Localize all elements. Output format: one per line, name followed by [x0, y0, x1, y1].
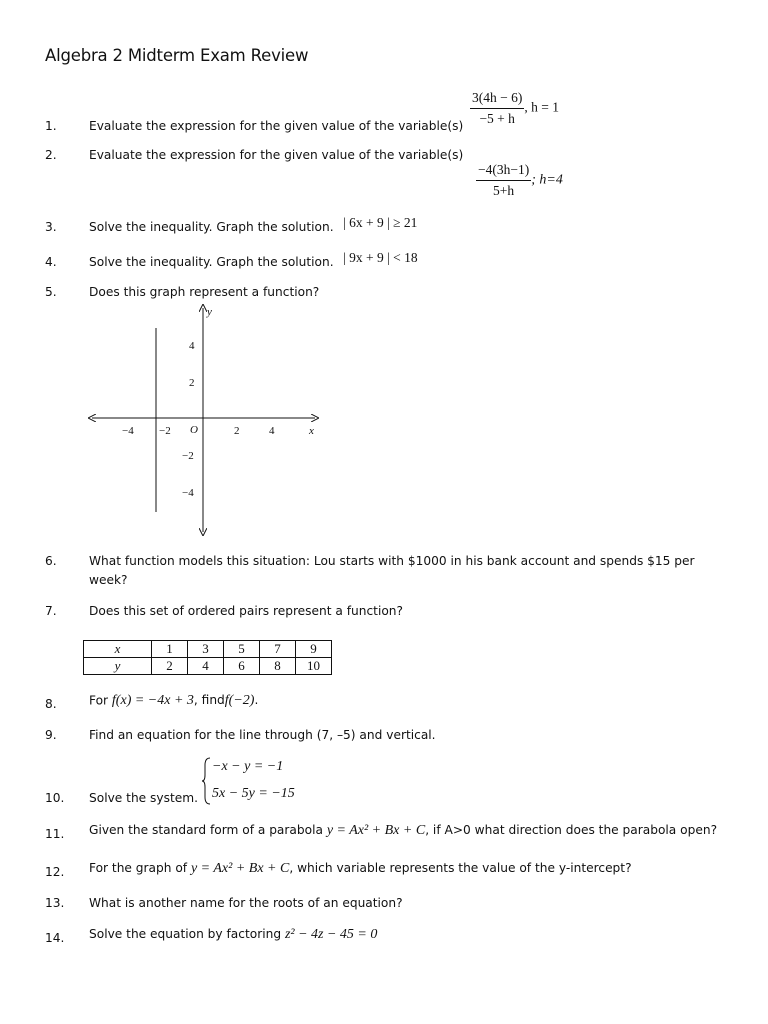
q1-condition: , h = 1 — [524, 99, 559, 115]
table-header-y: y — [84, 658, 152, 675]
table-cell: 8 — [260, 658, 296, 675]
question-9-text: Find an equation for the line through (7, –5) and vertical. — [89, 728, 436, 742]
x-tick-label: −4 — [122, 425, 134, 437]
question-11-line — [89, 823, 717, 839]
x-axis-label: x — [309, 425, 314, 437]
ordered-pairs-table — [83, 640, 332, 675]
question-12-line — [89, 861, 632, 877]
table-cell: 2 — [152, 658, 188, 675]
question-11-text: Given the standard form of a parabola — [89, 823, 323, 837]
question-2-text: Evaluate the expression for the given value of the variable(s) — [89, 148, 464, 162]
page-title: Algebra 2 Midterm Exam Review — [45, 46, 309, 65]
question-8-number: 8. — [45, 697, 57, 711]
table-header-x: x — [84, 641, 152, 658]
question-3-number: 3. — [45, 220, 57, 234]
question-1-text: Evaluate the expression for the given value of the variable(s) — [89, 119, 464, 133]
question-6-number: 6. — [45, 554, 57, 568]
question-12-number: 12. — [45, 865, 65, 879]
system-brace — [202, 757, 212, 805]
q11-parabola-form: y = Ax² + Bx + C — [326, 823, 426, 838]
question-8-text-end: . — [254, 693, 259, 707]
question-9-number: 9. — [45, 728, 57, 742]
question-5-number: 5. — [45, 285, 57, 299]
question-1-number: 1. — [45, 119, 57, 133]
question-13-text: What is another name for the roots of an equation? — [89, 896, 403, 910]
question-2-expression — [476, 162, 563, 199]
system-equation-2: 5x − 5y = −15 — [212, 786, 295, 801]
question-5-text: Does this graph represent a function? — [89, 285, 320, 299]
q1-denominator: −5 + h — [479, 111, 515, 126]
table-row — [84, 641, 332, 658]
q14-equation: z² − 4z − 45 = 0 — [284, 927, 378, 942]
q2-condition: ; h=4 — [531, 172, 563, 188]
question-14-text: Solve the equation by factoring — [89, 927, 282, 941]
question-1-expression — [470, 90, 559, 127]
table-cell: 9 — [296, 641, 332, 658]
question-13-number: 13. — [45, 896, 65, 910]
question-12-text-end: , which variable represents the value of the y-intercept? — [289, 861, 632, 875]
y-tick-label: 4 — [189, 340, 195, 352]
y-tick-label: −2 — [182, 450, 194, 462]
x-tick-label: 4 — [269, 425, 275, 437]
question-12-text: For the graph of — [89, 861, 188, 875]
y-tick-label: −4 — [182, 487, 194, 499]
question-7-text: Does this set of ordered pairs represent a function? — [89, 604, 403, 618]
question-11-text-end: , if A>0 what direction does the parabola open? — [425, 823, 718, 837]
q8-evaluate: f(−2) — [224, 693, 255, 708]
y-tick-label: 2 — [189, 377, 195, 389]
table-cell: 10 — [296, 658, 332, 675]
question-7-number: 7. — [45, 604, 57, 618]
table-cell: 3 — [188, 641, 224, 658]
question-11-number: 11. — [45, 827, 65, 841]
table-cell: 4 — [188, 658, 224, 675]
q8-function: f(x) = −4x + 3 — [111, 693, 194, 708]
table-cell: 5 — [224, 641, 260, 658]
question-6-text: What function models this situation: Lou starts with $1000 in his bank account and spends $15 per — [89, 554, 695, 568]
question-4-text: Solve the inequality. Graph the solution. — [89, 255, 334, 269]
question-14-number: 14. — [45, 931, 65, 945]
question-4-number: 4. — [45, 255, 57, 269]
q2-denominator: 5+h — [493, 183, 515, 198]
question-3-expression: | 6x + 9 | ≥ 21 — [343, 215, 418, 230]
question-8-text-find: , find — [193, 693, 225, 707]
question-3-text: Solve the inequality. Graph the solution. — [89, 220, 334, 234]
y-axis-label: y — [207, 306, 212, 318]
question-4-expression: | 9x + 9 | < 18 — [343, 250, 418, 265]
system-equation-1: −x − y = −1 — [212, 759, 284, 774]
table-row — [84, 658, 332, 675]
q2-numerator: −4(3h−1) — [476, 162, 531, 181]
question-10-number: 10. — [45, 791, 65, 805]
question-6-text-continued: week? — [89, 573, 128, 587]
table-cell: 1 — [152, 641, 188, 658]
table-cell: 7 — [260, 641, 296, 658]
q12-parabola-form: y = Ax² + Bx + C — [190, 861, 290, 876]
question-8-text: For — [89, 693, 109, 708]
table-cell: 6 — [224, 658, 260, 675]
x-tick-label: −2 — [159, 425, 171, 437]
question-10-text: Solve the system. — [89, 791, 198, 805]
question-8-line — [89, 693, 258, 709]
q1-numerator: 3(4h − 6) — [470, 90, 524, 109]
question-2-number: 2. — [45, 148, 57, 162]
coordinate-graph — [80, 300, 330, 540]
x-tick-label: 2 — [234, 425, 240, 437]
origin-label: O — [190, 424, 198, 436]
question-14-line — [89, 927, 377, 943]
